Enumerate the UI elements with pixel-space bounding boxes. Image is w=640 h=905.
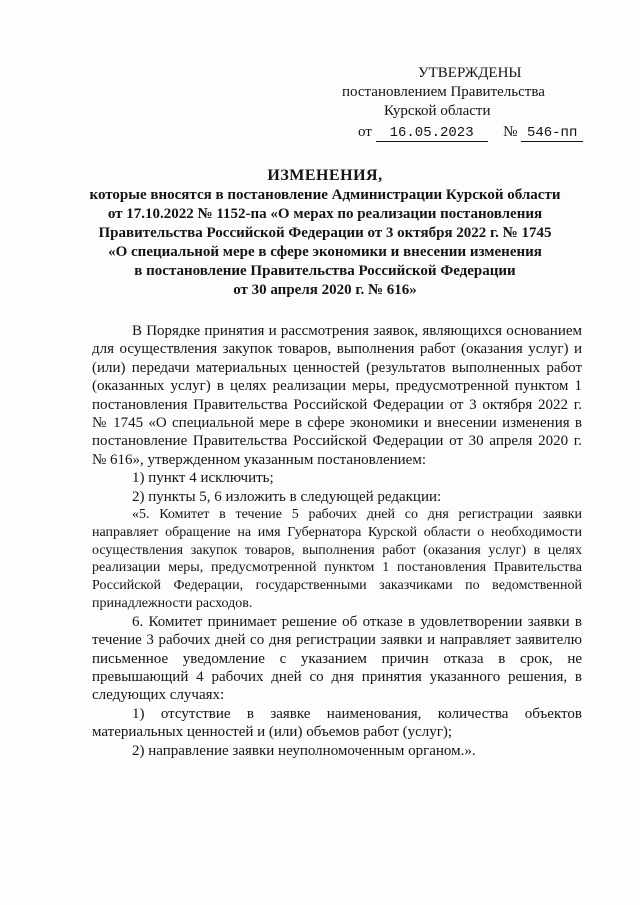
title-line: «О специальной мере в сфере экономики и внесении изменения — [108, 244, 542, 260]
approval-number: 546-пп — [521, 126, 583, 142]
point-6-paragraph: 6. Комитет принимает решение об отказе в удовлетворении заявки в течение 3 рабочих дней со дня регистрации заявки и направляет заявителю письменное уведомление с указанием причин отказа в срок, не превышающий 4 рабочих дней со дня принятия указанного решения, в следующих случаях: — [92, 613, 582, 704]
region-label: Курской области — [384, 103, 491, 119]
title-line: в постановление Правительства Российской Федерации — [134, 263, 516, 279]
from-label: от — [358, 124, 372, 140]
approved-label: УТВЕРЖДЕНЫ — [418, 65, 522, 81]
intro-paragraph: В Порядке принятия и рассмотрения заявок, являющихся основанием для осуществления закупок товаров, выполнения работ (оказания услуг) и (или) передачи материальных ценностей (результатов выполненных работ (оказанных услуг) в целях реализации меры, предусмотренной пунктом 1 постановления Правительства Российской Федерации от 3 октября 2022 г. № 1745 «О специальной мере в сфере экономики и внесении изменения в постановление Правительства Российской Федерации от 30 апреля 2020 г. № 616», утвержденном указанным постановлением: — [92, 323, 582, 468]
case-1: 1) отсутствие в заявке наименования, количества объектов материальных ценностей и (или) объемов работ (услуг); — [92, 705, 582, 741]
title-line: которые вносятся в постановление Администрации Курской области — [89, 187, 561, 203]
approval-stamp — [340, 64, 600, 142]
case-2: 2) направление заявки неуполномоченным органом.». — [132, 742, 476, 759]
document-title — [60, 166, 590, 300]
point-5-paragraph: «5. Комитет в течение 5 рабочих дней со дня регистрации заявки направляет обращение на имя Губернатора Курской области о необходимости осуществления закупок товаров, выполнения работ (оказания услуг) в целях реализации меры, предусмотренной пунктом 1 постановления Правительства Российской Федерации, государственными заказчиками по ведомственной принадлежности расходов. — [92, 507, 582, 612]
title-line: от 30 апреля 2020 г. № 616» — [233, 282, 417, 298]
item-2: 2) пункты 5, 6 изложить в следующей редакции: — [132, 488, 442, 505]
title-heading: ИЗМЕНЕНИЯ, — [267, 167, 383, 184]
document-body — [92, 322, 582, 760]
title-line: Правительства Российской Федерации от 3 октября 2022 г. № 1745 — [98, 225, 552, 241]
number-label: № — [503, 124, 518, 140]
date-number-line — [340, 123, 600, 142]
title-line: от 17.10.2022 № 1152-па «О мерах по реализации постановления — [107, 206, 543, 222]
approval-date: 16.05.2023 — [376, 126, 488, 142]
item-1: 1) пункт 4 исключить; — [132, 470, 274, 487]
resolution-label: постановлением Правительства — [342, 84, 545, 100]
